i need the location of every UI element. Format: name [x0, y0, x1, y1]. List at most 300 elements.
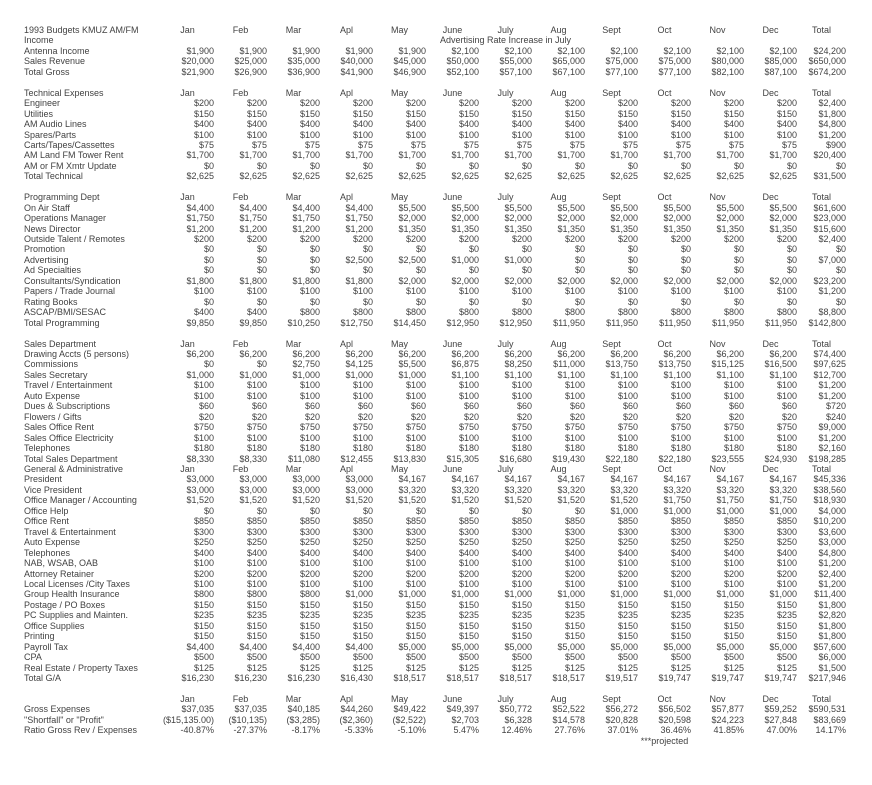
month-header: Total — [811, 463, 831, 474]
cell-value: $100 — [458, 380, 479, 391]
cell-value: $150 — [193, 631, 214, 642]
cell-value: $500 — [299, 652, 320, 663]
cell-value: $4,167 — [769, 474, 797, 485]
cell-value: $20 — [251, 411, 267, 422]
table-row — [24, 56, 846, 66]
cell-value: $0 — [521, 265, 532, 276]
table-row — [24, 130, 846, 140]
empty-cell — [638, 35, 691, 45]
cell-value: $180 — [193, 443, 214, 454]
cell-value: $6,200 — [239, 349, 267, 359]
row-label: Office Rent — [24, 516, 69, 527]
cell-value: $200 — [458, 234, 479, 245]
cell-value: $0 — [203, 265, 214, 276]
row-label: President — [24, 474, 63, 485]
cell-value: $500 — [617, 652, 638, 663]
cell-value: $250 — [511, 537, 532, 548]
cell-value: $20 — [728, 411, 744, 422]
month-header: June — [442, 87, 463, 98]
cell-value: $0 — [362, 160, 373, 171]
table-row — [24, 46, 846, 56]
cell-value: $11,950 — [606, 317, 638, 328]
table-row — [24, 255, 846, 265]
cell-value: $0 — [574, 296, 585, 307]
cell-value: $850 — [246, 516, 267, 527]
cell-value: $60 — [251, 401, 267, 412]
cell-value: $180 — [405, 443, 426, 454]
cell-value: $1,520 — [292, 495, 320, 506]
cell-value: $0 — [521, 160, 532, 171]
month-header: May — [390, 192, 408, 203]
month-header: Jan — [180, 693, 195, 704]
cell-value: $850 — [670, 516, 691, 527]
cell-value: $15,125 — [711, 359, 744, 370]
cell-value: $14,578 — [552, 714, 585, 725]
cell-value: $4,400 — [186, 202, 214, 213]
cell-value: $1,700 — [769, 150, 797, 161]
table-row — [24, 244, 846, 254]
cell-value: $1,900 — [239, 45, 267, 56]
cell-value: $0 — [468, 505, 479, 516]
cell-value: $150 — [458, 620, 479, 631]
cell-value: $100 — [723, 286, 744, 297]
month-header: July — [497, 192, 514, 203]
cell-value: $75 — [675, 139, 691, 150]
cell-value: $23,555 — [711, 453, 744, 464]
cell-value: $0 — [627, 160, 638, 171]
cell-value: $150 — [405, 631, 426, 642]
cell-value: $49,397 — [446, 704, 479, 715]
month-header: Apl — [339, 338, 353, 349]
cell-value: $100 — [405, 578, 426, 589]
cell-value: $1,750 — [716, 495, 744, 506]
cell-value: $5,500 — [398, 202, 426, 213]
cell-value: $75 — [304, 139, 320, 150]
cell-value: $100 — [246, 390, 267, 401]
cell-value: $60 — [516, 401, 532, 412]
cell-value: $3,000 — [186, 484, 214, 495]
month-header: June — [442, 25, 463, 35]
cell-value: $1,000 — [769, 589, 797, 600]
cell-value: $2,000 — [610, 213, 638, 224]
month-header: Apl — [339, 192, 353, 203]
cell-value: $1,520 — [451, 495, 479, 506]
cell-value: $0 — [574, 244, 585, 255]
row-label: Telephones — [24, 547, 71, 558]
cell-value: $25,000 — [234, 56, 267, 67]
row-label: Travel / Entertainment — [24, 380, 113, 391]
month-header: Mar — [285, 338, 302, 349]
cell-value: $200 — [299, 568, 320, 579]
cell-value: $200 — [511, 234, 532, 245]
cell-value: $150 — [246, 108, 267, 119]
month-header: Sept — [602, 25, 621, 35]
cell-value: $100 — [670, 286, 691, 297]
cell-value: -8.17% — [291, 725, 320, 736]
row-label: Spares/Parts — [24, 129, 77, 140]
empty-cell — [744, 35, 797, 45]
row-label: Engineer — [24, 98, 61, 109]
cell-value: $0 — [309, 505, 320, 516]
cell-value: $1,700 — [186, 150, 214, 161]
cell-value: $60 — [357, 401, 373, 412]
cell-value: $2,000 — [398, 275, 426, 286]
cell-value: $1,750 — [186, 213, 214, 224]
row-label: PC Supplies and Mainten. — [24, 610, 129, 621]
empty-cell — [585, 35, 638, 45]
cell-value: $400 — [193, 119, 214, 130]
cell-value: $11,950 — [765, 317, 797, 328]
table-row — [24, 401, 846, 411]
table-row — [24, 642, 846, 652]
row-label: Antenna Income — [24, 45, 90, 56]
cell-value: $1,000 — [557, 589, 585, 600]
table-row — [24, 161, 846, 171]
cell-value: $200 — [352, 234, 373, 245]
row-label: On Air Staff — [24, 202, 70, 213]
month-header: Apl — [339, 693, 353, 704]
row-label: Programming Dept — [24, 192, 100, 203]
cell-value: $750 — [458, 422, 479, 433]
cell-value: $4,167 — [504, 474, 532, 485]
table-row — [24, 495, 846, 505]
cell-value: $9,850 — [239, 317, 267, 328]
month-header: Dec — [762, 693, 779, 704]
cell-value: $13,750 — [605, 359, 638, 370]
cell-value: $300 — [617, 526, 638, 537]
table-row — [24, 673, 846, 683]
cell-value: $200 — [352, 98, 373, 109]
cell-value: $150 — [352, 108, 373, 119]
cell-value: $9,000 — [818, 422, 846, 433]
cell-value: $40,185 — [287, 704, 320, 715]
cell-value: $1,700 — [398, 150, 426, 161]
cell-value: $750 — [564, 422, 585, 433]
table-row — [24, 349, 846, 359]
cell-value: $235 — [299, 610, 320, 621]
cell-value: $0 — [521, 244, 532, 255]
cell-value: $180 — [352, 443, 373, 454]
cell-value: $125 — [511, 662, 532, 673]
table-row — [24, 569, 846, 579]
cell-value: $0 — [680, 244, 691, 255]
cell-value: $0 — [627, 265, 638, 276]
row-label: Sales Office Rent — [24, 422, 94, 433]
cell-value: $200 — [405, 568, 426, 579]
cell-value: $0 — [415, 244, 426, 255]
cell-value: $2,625 — [292, 171, 320, 182]
cell-value: $80,000 — [711, 56, 744, 67]
cell-value: $150 — [352, 631, 373, 642]
cell-value: $6,200 — [769, 349, 797, 359]
cell-value: $150 — [776, 631, 797, 642]
cell-value: $125 — [299, 662, 320, 673]
cell-value: $18,930 — [813, 495, 846, 506]
row-label: Total Technical — [24, 171, 83, 182]
cell-value: $2,000 — [504, 275, 532, 286]
cell-value: $1,800 — [345, 275, 373, 286]
month-header: July — [497, 693, 514, 704]
cell-value: $1,800 — [818, 108, 846, 119]
cell-value: $100 — [564, 390, 585, 401]
cell-value: $217,946 — [808, 673, 846, 684]
cell-value: $100 — [405, 286, 426, 297]
month-header: Oct — [657, 693, 672, 704]
cell-value: $1,900 — [345, 45, 373, 56]
month-header: July — [497, 25, 514, 35]
cell-value: $1,900 — [186, 45, 214, 56]
cell-value: $2,400 — [818, 568, 846, 579]
cell-value: $1,800 — [239, 275, 267, 286]
cell-value: $20,828 — [605, 714, 638, 725]
cell-value: $100 — [511, 129, 532, 140]
cell-value: $4,400 — [345, 641, 373, 652]
month-header: Jan — [180, 25, 195, 35]
cell-value: $400 — [617, 547, 638, 558]
cell-value: $800 — [193, 589, 214, 600]
cell-value: $250 — [617, 537, 638, 548]
cell-value: $100 — [670, 129, 691, 140]
cell-value: $850 — [511, 516, 532, 527]
cell-value: $1,200 — [292, 223, 320, 234]
cell-value: $2,820 — [818, 610, 846, 621]
cell-value: $300 — [299, 526, 320, 537]
empty-cell — [426, 736, 479, 746]
cell-value: $24,930 — [764, 453, 797, 464]
cell-value: $235 — [458, 610, 479, 621]
cell-value: $100 — [617, 390, 638, 401]
cell-value: $1,750 — [239, 213, 267, 224]
cell-value: $300 — [193, 526, 214, 537]
cell-value: $400 — [564, 547, 585, 558]
cell-value: $300 — [723, 526, 744, 537]
cell-value: $16,500 — [764, 359, 797, 370]
cell-value: $2,100 — [663, 45, 691, 56]
cell-value: $1,520 — [557, 495, 585, 506]
cell-value: $1,200 — [345, 223, 373, 234]
row-label: Group Health Insurance — [24, 589, 120, 600]
cell-value: $40,000 — [340, 56, 373, 67]
budget-table-body — [24, 25, 846, 746]
cell-value: $60 — [463, 401, 479, 412]
cell-value: $0 — [415, 505, 426, 516]
empty-cell — [267, 736, 320, 746]
cell-value: $2,400 — [818, 98, 846, 109]
cell-value: $4,400 — [186, 641, 214, 652]
cell-value: $6,200 — [186, 349, 214, 359]
table-row — [24, 213, 846, 223]
cell-value: $97,625 — [813, 359, 846, 370]
cell-value: $1,350 — [398, 223, 426, 234]
cell-value: $5,500 — [716, 202, 744, 213]
cell-value: $20,000 — [181, 56, 214, 67]
table-row — [24, 67, 846, 77]
cell-value: $75 — [728, 139, 744, 150]
cell-value: $400 — [458, 119, 479, 130]
cell-value: $750 — [617, 422, 638, 433]
month-header: Nov — [709, 693, 726, 704]
cell-value: $400 — [776, 119, 797, 130]
cell-value: $150 — [193, 599, 214, 610]
row-label: Payroll Tax — [24, 641, 68, 652]
cell-value: $4,800 — [818, 547, 846, 558]
cell-value: $1,520 — [610, 495, 638, 506]
cell-value: $0 — [256, 160, 267, 171]
cell-value: $100 — [564, 129, 585, 140]
cell-value: $400 — [511, 119, 532, 130]
cell-value: $100 — [458, 578, 479, 589]
row-label: Printing — [24, 631, 55, 642]
month-header: Nov — [709, 463, 726, 474]
cell-value: $8,800 — [818, 307, 846, 318]
cell-value: $0 — [415, 296, 426, 307]
cell-value: $150 — [670, 108, 691, 119]
row-label: Technical Expenses — [24, 87, 104, 98]
cell-value: $200 — [723, 98, 744, 109]
cell-value: $500 — [352, 652, 373, 663]
cell-value: $150 — [564, 620, 585, 631]
cell-value: $200 — [670, 234, 691, 245]
table-row — [24, 589, 846, 599]
cell-value: $1,520 — [186, 495, 214, 506]
cell-value: $24,223 — [711, 714, 744, 725]
cell-value: $0 — [256, 359, 267, 370]
cell-value: $100 — [776, 558, 797, 569]
cell-value: $150 — [246, 599, 267, 610]
cell-value: $800 — [617, 307, 638, 318]
cell-value: $100 — [776, 390, 797, 401]
cell-value: $3,000 — [818, 537, 846, 548]
cell-value: $200 — [511, 98, 532, 109]
empty-cell — [24, 77, 846, 87]
cell-value: $250 — [564, 537, 585, 548]
month-header: May — [390, 693, 408, 704]
month-header: Nov — [709, 192, 726, 203]
cell-value: $100 — [723, 390, 744, 401]
cell-value: $235 — [723, 610, 744, 621]
cell-value: $4,167 — [557, 474, 585, 485]
row-label: News Director — [24, 223, 81, 234]
row-label: Consultants/Syndication — [24, 275, 121, 286]
cell-value: $0 — [362, 265, 373, 276]
cell-value: $180 — [670, 443, 691, 454]
cell-value: $100 — [670, 390, 691, 401]
cell-value: $77,100 — [658, 66, 691, 77]
cell-value: $3,000 — [345, 484, 373, 495]
table-row — [24, 715, 846, 725]
cell-value: $100 — [299, 129, 320, 140]
month-header: Mar — [285, 25, 302, 35]
cell-value: $100 — [246, 578, 267, 589]
month-header: Apl — [339, 25, 353, 35]
cell-value: $2,400 — [818, 234, 846, 245]
cell-value: $100 — [352, 558, 373, 569]
row-label: Office Supplies — [24, 620, 85, 631]
cell-value: $800 — [299, 307, 320, 318]
cell-value: $3,000 — [292, 484, 320, 495]
cell-value: $400 — [776, 547, 797, 558]
cell-value: $3,320 — [398, 484, 426, 495]
cell-value: $750 — [193, 422, 214, 433]
table-row — [24, 704, 846, 714]
cell-value: $800 — [299, 589, 320, 600]
cell-value: $14,450 — [393, 317, 426, 328]
cell-value: $0 — [415, 160, 426, 171]
cell-value: $100 — [670, 558, 691, 569]
month-header: Mar — [285, 693, 302, 704]
cell-value: $0 — [521, 296, 532, 307]
cell-value: $0 — [680, 296, 691, 307]
cell-value: $0 — [733, 254, 744, 265]
cell-value: $5,000 — [610, 641, 638, 652]
month-header: Total — [811, 25, 831, 35]
month-header: Sept — [602, 192, 621, 203]
cell-value: $16,230 — [181, 673, 214, 684]
row-label: Outside Talent / Remotes — [24, 234, 125, 245]
spacer-row — [24, 328, 846, 338]
cell-value: $150 — [564, 108, 585, 119]
table-row — [24, 391, 846, 401]
cell-value: $100 — [193, 558, 214, 569]
cell-value: $250 — [299, 537, 320, 548]
cell-value: $75 — [410, 139, 426, 150]
cell-value: $2,750 — [292, 359, 320, 370]
cell-value: $0 — [835, 265, 846, 276]
cell-value: $200 — [617, 98, 638, 109]
cell-value: $100 — [299, 380, 320, 391]
cell-value: $750 — [246, 422, 267, 433]
cell-value: $400 — [246, 307, 267, 318]
cell-value: $0 — [680, 160, 691, 171]
cell-value: $0 — [835, 244, 846, 255]
month-header: May — [390, 87, 408, 98]
cell-value: $60 — [781, 401, 797, 412]
cell-value: $100 — [776, 432, 797, 443]
row-label: Flowers / Gifts — [24, 411, 82, 422]
cell-value: $1,900 — [292, 45, 320, 56]
row-label: Office Manager / Accounting — [24, 495, 137, 506]
row-label: Total Programming — [24, 317, 100, 328]
cell-value: $100 — [193, 432, 214, 443]
empty-cell — [797, 736, 846, 746]
month-header: Oct — [657, 25, 672, 35]
cell-value: 5.47% — [453, 725, 479, 736]
cell-value: $5,000 — [769, 641, 797, 652]
cell-value: $24,200 — [813, 45, 846, 56]
row-label: Sales Revenue — [24, 56, 86, 67]
spacer-row — [24, 684, 846, 694]
cell-value: $16,430 — [340, 673, 373, 684]
cell-value: -27.37% — [233, 725, 267, 736]
month-header: Dec — [762, 338, 779, 349]
table-row — [24, 203, 846, 213]
spacer-row — [24, 77, 846, 87]
cell-value: $100 — [511, 380, 532, 391]
table-row — [24, 474, 846, 484]
cell-value: $100 — [458, 390, 479, 401]
cell-value: $100 — [246, 286, 267, 297]
table-row — [24, 516, 846, 526]
empty-cell — [797, 35, 846, 45]
cell-value: $87,100 — [764, 66, 797, 77]
empty-cell — [532, 736, 585, 746]
cell-value: $2,625 — [186, 171, 214, 182]
cell-value: $150 — [299, 108, 320, 119]
cell-value: $850 — [617, 516, 638, 527]
cell-value: $200 — [193, 98, 214, 109]
cell-value: $0 — [574, 254, 585, 265]
cell-value: $0 — [835, 160, 846, 171]
